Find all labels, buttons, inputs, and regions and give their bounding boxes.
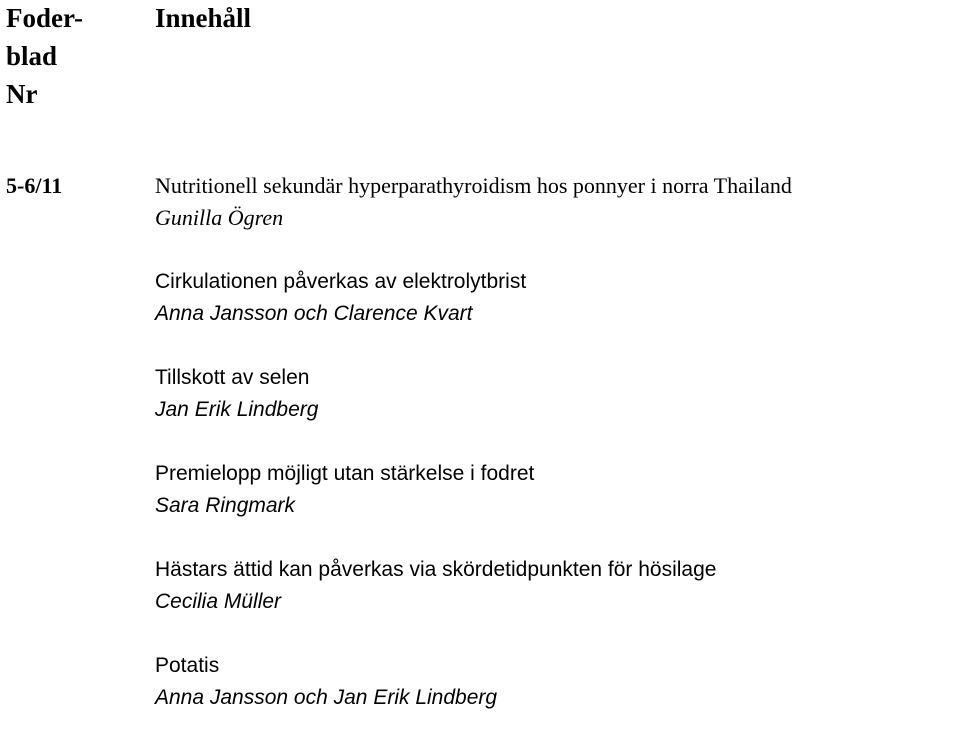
entry-title: Nutritionell sekundär hyperparathyroidism hos ponnyer i norra Thailand [155,173,792,198]
column-header-foderblad-nr [6,0,83,113]
contents-entry [155,650,955,746]
contents-entry [155,554,955,650]
entry-title: Hästars ättid kan påverkas via skördetidpunkten för hösilage [155,558,717,581]
entry-author: Cecilia Müller [155,590,282,613]
entry-author: Sara Ringmark [155,494,296,517]
issue-number: 5-6/11 [6,173,63,198]
entry-author: Anna Jansson och Jan Erik Lindberg [155,686,498,709]
entry-author: Gunilla Ögren [155,205,284,230]
entry-title: Cirkulationen påverkas av elektrolytbrist [155,270,527,293]
entry-title: Tillskott av selen [155,366,310,389]
entry-title: Premielopp möjligt utan stärkelse i fodret [155,462,535,485]
column-header-line: Nr [6,79,38,109]
column-header-line: blad [6,41,58,71]
entry-author: Jan Erik Lindberg [155,398,319,421]
contents-entry [155,170,955,266]
contents-heading: Innehåll [155,3,252,33]
contents-entry [155,266,955,362]
contents-list [155,170,955,746]
contents-entry [155,458,955,554]
column-header-line: Foder- [6,3,83,33]
contents-entry [155,362,955,458]
entry-author: Anna Jansson och Clarence Kvart [155,302,473,325]
entry-title: Potatis [155,654,220,677]
